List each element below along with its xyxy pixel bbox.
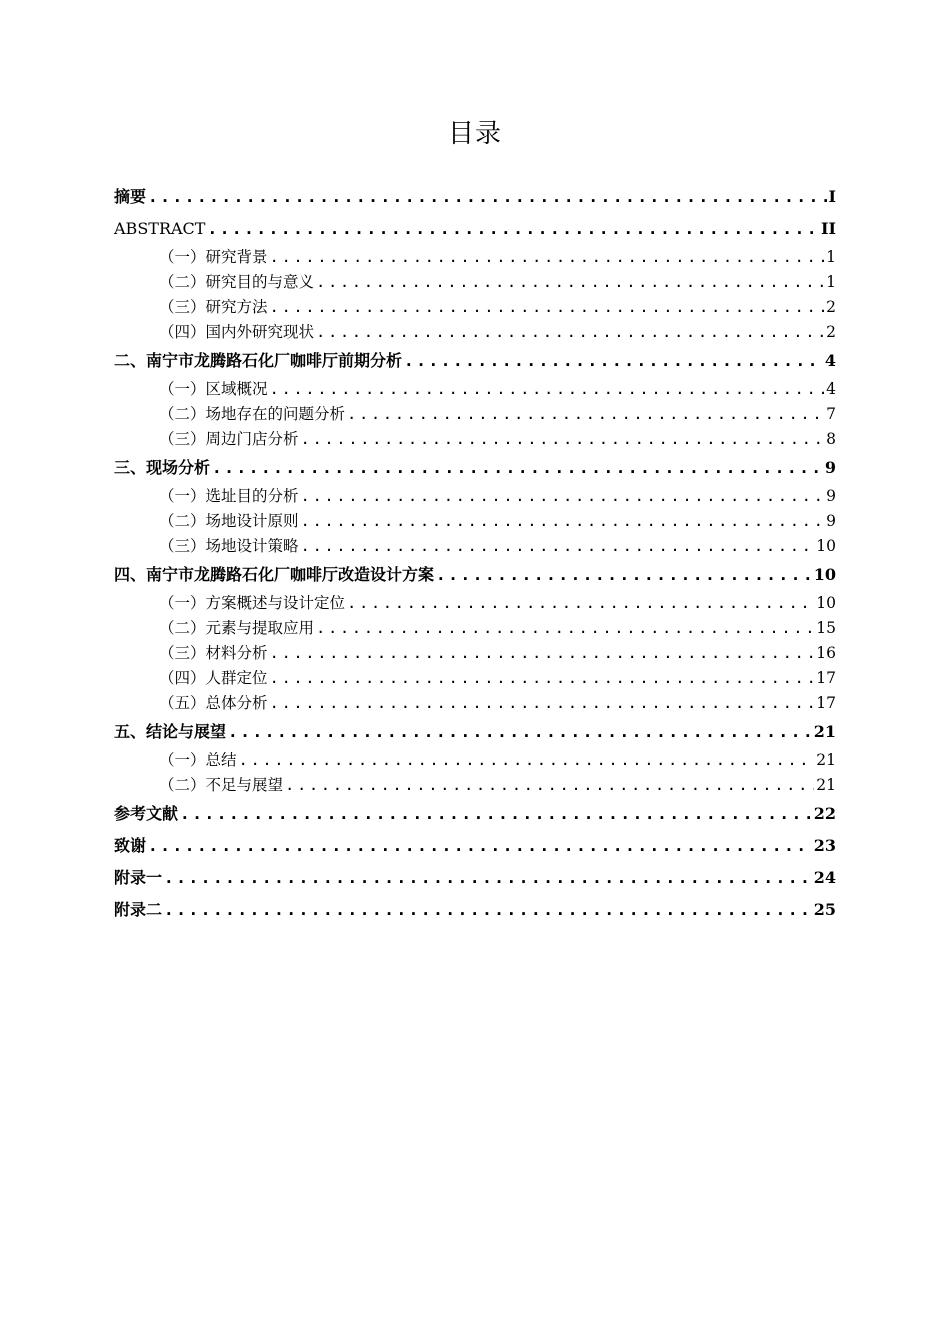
toc-page-number: 8 (826, 430, 836, 448)
toc-section-entry[interactable] (114, 773, 836, 798)
toc-dot-leader (212, 452, 823, 484)
toc-dot-leader (316, 616, 814, 641)
toc-chapter-entry[interactable] (114, 830, 836, 862)
toc-page-number: I (828, 187, 836, 206)
toc-page-number: 23 (813, 836, 836, 855)
toc-page-number: 21 (813, 722, 836, 741)
toc-entry-label: 附录一 (114, 868, 163, 887)
toc-page-number: 4 (826, 380, 836, 398)
toc-section-entry[interactable] (114, 748, 836, 773)
toc-entry-label: （四）人群定位 (159, 669, 268, 687)
toc-dot-leader (301, 427, 825, 452)
toc-chapter-entry[interactable] (114, 894, 836, 926)
toc-entry-label: （四）国内外研究现状 (159, 323, 315, 341)
toc-section-entry[interactable] (114, 484, 836, 509)
toc-dot-leader (180, 798, 812, 830)
toc-page-number: 9 (824, 458, 836, 477)
toc-section-entry[interactable] (114, 691, 836, 716)
toc-section-entry[interactable] (114, 616, 836, 641)
toc-dot-leader (301, 484, 825, 509)
toc-entry-label: 附录二 (114, 900, 163, 919)
toc-section-entry[interactable] (114, 377, 836, 402)
toc-dot-leader (270, 295, 825, 320)
toc-page-number: 9 (826, 487, 836, 505)
toc-entry-label: （二）研究目的与意义 (159, 273, 315, 291)
toc-page-number: 22 (813, 804, 836, 823)
toc-page-number: 21 (816, 751, 836, 769)
toc-entry-label: 摘要 (114, 187, 147, 206)
toc-chapter-entry[interactable] (114, 181, 836, 213)
toc-section-entry[interactable] (114, 534, 836, 559)
toc-dot-leader (347, 591, 814, 616)
toc-page-number: 15 (816, 619, 836, 637)
toc-entry-label: 二、南宁市龙腾路石化厂咖啡厅前期分析 (114, 351, 403, 370)
toc-page-number: 10 (816, 594, 836, 612)
toc-page-number: II (821, 219, 836, 238)
toc-dot-leader (301, 509, 825, 534)
table-of-contents (114, 181, 836, 926)
toc-dot-leader (404, 345, 823, 377)
toc-dot-leader (164, 862, 812, 894)
toc-section-entry[interactable] (114, 270, 836, 295)
toc-chapter-entry[interactable] (114, 716, 836, 748)
toc-page-number: 21 (816, 776, 836, 794)
toc-dot-leader (285, 773, 814, 798)
toc-section-entry[interactable] (114, 591, 836, 616)
toc-dot-leader (239, 748, 815, 773)
toc-chapter-entry[interactable] (114, 345, 836, 377)
toc-page-number: 7 (826, 405, 836, 423)
toc-entry-label: （三）周边门店分析 (159, 430, 299, 448)
toc-page-number: 4 (824, 351, 836, 370)
toc-chapter-entry[interactable] (114, 798, 836, 830)
toc-chapter-entry[interactable] (114, 862, 836, 894)
toc-page-number: 1 (826, 248, 836, 266)
toc-entry-label: （三）研究方法 (159, 298, 268, 316)
toc-entry-label: （一）方案概述与设计定位 (159, 594, 346, 612)
toc-dot-leader (148, 181, 827, 213)
toc-page-number: 2 (826, 323, 836, 341)
toc-entry-label: 参考文献 (114, 804, 179, 823)
toc-section-entry[interactable] (114, 295, 836, 320)
toc-entry-label: （二）场地设计原则 (159, 512, 299, 530)
toc-section-entry[interactable] (114, 320, 836, 345)
toc-section-entry[interactable] (114, 509, 836, 534)
toc-entry-label: 四、南宁市龙腾路石化厂咖啡厅改造设计方案 (114, 565, 435, 584)
toc-dot-leader (207, 213, 819, 245)
toc-dot-leader (270, 377, 825, 402)
toc-dot-leader (270, 691, 815, 716)
toc-dot-leader (301, 534, 815, 559)
toc-dot-leader (347, 402, 824, 427)
toc-chapter-entry[interactable] (114, 559, 836, 591)
toc-entry-label: （一）选址目的分析 (159, 487, 299, 505)
toc-dot-leader (270, 666, 815, 691)
toc-dot-leader (316, 320, 824, 345)
toc-section-entry[interactable] (114, 427, 836, 452)
toc-dot-leader (270, 641, 815, 666)
toc-entry-label: （一）总结 (159, 751, 237, 769)
toc-entry-label: （一）区域概况 (159, 380, 268, 398)
toc-page-number: 10 (816, 537, 836, 555)
toc-dot-leader (148, 830, 812, 862)
page-title: 目录 (447, 119, 502, 149)
toc-dot-leader (228, 716, 812, 748)
toc-page-number: 17 (816, 694, 836, 712)
toc-entry-label: （一）研究背景 (159, 248, 268, 266)
toc-dot-leader (270, 245, 825, 270)
toc-entry-label: 致谢 (114, 836, 147, 855)
toc-chapter-entry[interactable] (114, 213, 836, 245)
toc-page-number: 10 (813, 565, 836, 584)
toc-entry-label: （三）场地设计策略 (159, 537, 299, 555)
toc-page-number: 17 (816, 669, 836, 687)
toc-section-entry[interactable] (114, 666, 836, 691)
toc-chapter-entry[interactable] (114, 452, 836, 484)
toc-entry-label: （五）总体分析 (159, 694, 268, 712)
toc-entry-label: （三）材料分析 (159, 644, 268, 662)
toc-dot-leader (436, 559, 812, 591)
toc-page-number: 24 (813, 868, 836, 887)
toc-entry-label: 三、现场分析 (114, 458, 211, 477)
toc-page-number: 25 (813, 900, 836, 919)
toc-section-entry[interactable] (114, 245, 836, 270)
toc-section-entry[interactable] (114, 641, 836, 666)
toc-dot-leader (164, 894, 812, 926)
toc-page-number: 9 (826, 512, 836, 530)
toc-entry-label: （二）场地存在的问题分析 (159, 405, 346, 423)
toc-page-number: 16 (816, 644, 836, 662)
toc-entry-label: （二）元素与提取应用 (159, 619, 315, 637)
toc-entry-label: （二）不足与展望 (159, 776, 284, 794)
toc-entry-label: ABSTRACT (114, 219, 206, 238)
toc-dot-leader (316, 270, 824, 295)
toc-page-number: 2 (826, 298, 836, 316)
toc-section-entry[interactable] (114, 402, 836, 427)
toc-entry-label: 五、结论与展望 (114, 722, 227, 741)
toc-page-number: 1 (826, 273, 836, 291)
